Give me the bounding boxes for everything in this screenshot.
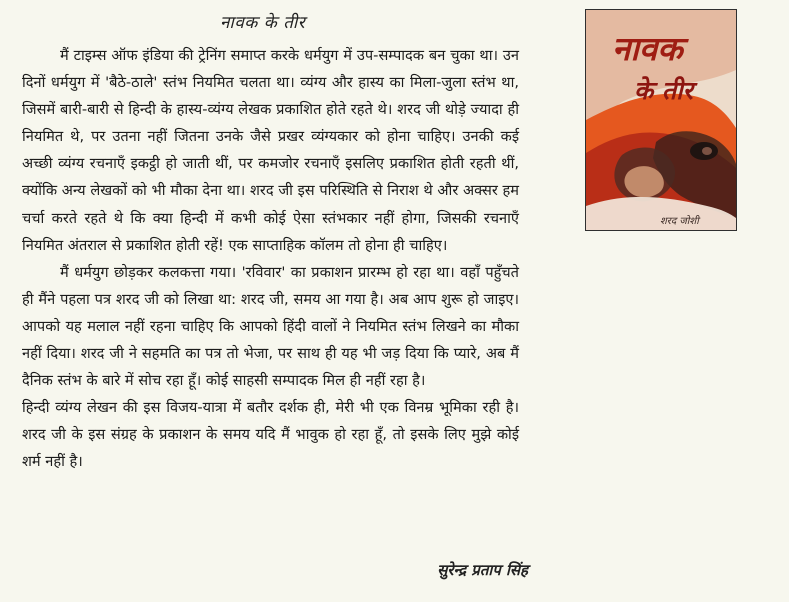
cover-title-line-1: नावक <box>612 29 683 68</box>
cover-artwork <box>586 10 736 230</box>
paragraph-3: हिन्दी व्यंग्य लेखन की इस विजय-यात्रा में बतौर दर्शक ही, मेरी भी एक विनम्र भूमिका रही है। शरद जी के इस संग्रह के प्रकाशन के समय यदि मैं भावुक हो रहा हूँ, तो इसके लिए मुझे कोई शर्म नहीं है। <box>22 399 519 471</box>
author-signature: सुरेन्द्र प्रताप सिंह <box>437 561 528 579</box>
page-title: नावक के तीर <box>220 13 306 33</box>
cover-author-name: शरद जोशी <box>660 216 699 227</box>
body-text <box>22 42 519 476</box>
book-cover-image <box>585 9 737 231</box>
paragraph-1: मैं टाइम्स ऑफ इंडिया की ट्रेनिंग समाप्त करके धर्मयुग में उप-सम्पादक बन चुका था। उन दिनों धर्मयुग में 'बैठे-ठाले' स्तंभ नियमित चलता था। व्यंग्य और हास्य का मिला-जुला स्तंभ था, जिसमें बारी-बारी से हिन्दी के हास्य-व्यंग्य लेखक प्रकाशित होते रहते थे। शरद जी थोड़े ज्यादा ही नियमित थे, पर उतना नहीं जितना उनके जैसे प्रखर व्यंग्यकार को होना चाहिए। उनकी कई अच्छी व्यंग्य रचनाएँ इकट्ठी हो जाती थीं, पर कमजोर रचनाएँ इसलिए प्रकाशित होती रहती थीं, क्योंकि अन्य लेखकों को भी मौका देना था। शरद जी इस परिस्थिति से निराश थे और अक्सर हम चर्चा करते रहते थे कि क्या हिन्दी में कभी कोई ऐसा स्तंभकार नहीं होगा, जिसकी रचनाएँ नियमित अंतराल से प्रकाशित होती रहें! एक साप्ताहिक कॉलम तो होना ही चाहिए। <box>22 47 519 254</box>
paragraph-2: मैं धर्मयुग छोड़कर कलकत्ता गया। 'रविवार' का प्रकाशन प्रारम्भ हो रहा था। वहाँ पहुँचते ही मैंने पहला पत्र शरद जी को लिखा था: शरद जी, समय आ गया है। अब आप शुरू हो जाइए। आपको यह मलाल नहीं रहना चाहिए कि आपको हिंदी वालों ने नियमित स्तंभ लिखने का मौका नहीं दिया। शरद जी ने सहमति का पत्र तो भेजा, पर साथ ही यह भी जड़ दिया कि प्यारे, अब मैं दैनिक स्तंभ के बारे में सोच रहा हूँ। कोई साहसी सम्पादक मिल ही नहीं रहा है। <box>22 263 519 390</box>
cover-title-line-2: के तीर <box>634 76 693 105</box>
